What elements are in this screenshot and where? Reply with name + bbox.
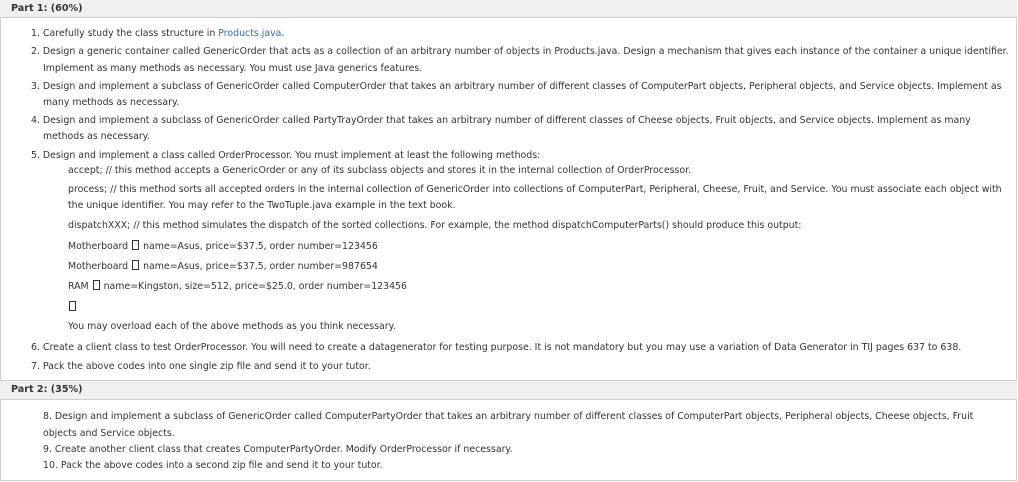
list-item-7: 7. Pack the above codes into one single zip file and send it to your tutor. (31, 361, 371, 372)
list-item-8-line1: 8. Design and implement a subclass of GenericOrder called ComputerPartyOrder that takes an arbitrary number of different classes of ComputerPart objects, Peripheral objects, Cheese objects, Fruit (43, 411, 974, 422)
missing-glyph-icon (132, 240, 139, 250)
list-item-2-line1: 2. Design a generic container called GenericOrder that acts as a collection of an arbitrary number of objects in Products.java. Design a mechanism that gives each instance of the container a unique identifier. (31, 46, 1009, 57)
part1-header: Part 1: (60%) (11, 3, 83, 14)
output-line-1-detail: name=Asus, price=$37.5, order number=123456 (143, 241, 378, 252)
missing-glyph-icon (69, 301, 76, 311)
list-item-4-line2: methods as necessary. (43, 131, 150, 142)
output-line-1-part: Motherboard (68, 241, 129, 252)
output-line-2 (68, 260, 378, 273)
products-java-link[interactable]: Products.java (218, 28, 282, 39)
dispatch-method-text: dispatchXXX; // this method simulates the dispatch of the sorted collections. For example, the method dispatchComputerParts() should produce this output: (68, 220, 802, 231)
list-item-6: 6. Create a client class to test OrderProcessor. You will need to create a datagenerator for testing purpose. It is not mandatory but you may use a variation of Data Generator in TIJ pages 637 to 638. (31, 342, 962, 353)
list-item-1 (31, 28, 284, 40)
accept-method-text: accept; // this method accepts a GenericOrder or any of its subclass objects and stores it in the internal collection of OrderProcessor. (68, 165, 692, 176)
part2-header: Part 2: (35%) (11, 384, 83, 395)
item1-number: 1. (31, 28, 40, 39)
part2-header-bar (0, 380, 1017, 400)
output-ellipsis (68, 301, 77, 314)
list-item-10: 10. Pack the above codes into a second zip file and send it to your tutor. (43, 460, 383, 471)
list-item-5-intro: 5. Design and implement a class called OrderProcessor. You must implement at least the following methods: (31, 150, 541, 161)
process-method-text-line2: the unique identifier. You may refer to the TwoTuple.java example in the text book. (68, 200, 456, 211)
part1-header-bar (0, 0, 1017, 18)
item1-text-end: . (281, 28, 285, 39)
list-item-2-line2: Implement as many methods as necessary. You must use Java generics features. (43, 63, 423, 74)
item1-text: Carefully study the class structure in (42, 28, 219, 39)
process-method-text-line1: process; // this method sorts all accepted orders in the internal collection of GenericOrder into collections of ComputerPart, Peripheral, Cheese, Fruit, and Service. You must associate each object with (68, 184, 1002, 195)
list-item-3-line1: 3. Design and implement a subclass of GenericOrder called ComputerOrder that takes an arbitrary number of different classes of ComputerPart objects, Peripheral objects, and Service objects. Implement as (31, 81, 1002, 92)
list-item-3-line2: many methods as necessary. (43, 97, 180, 108)
output-line-2-detail: name=Asus, price=$37.5, order number=987654 (143, 261, 378, 272)
overload-note: You may overload each of the above methods as you think necessary. (68, 321, 396, 332)
missing-glyph-icon (93, 280, 100, 290)
output-line-3-detail: name=Kingston, size=512, price=$25.0, order number=123456 (103, 281, 407, 292)
output-line-1 (68, 240, 378, 253)
output-line-3-part: RAM (68, 281, 89, 292)
list-item-9: 9. Create another client class that creates ComputerPartyOrder. Modify OrderProcessor if necessary. (43, 444, 513, 455)
list-item-4-line1: 4. Design and implement a subclass of GenericOrder called PartyTrayOrder that takes an arbitrary number of different classes of Cheese objects, Fruit objects, and Service objects. Implement as many (31, 115, 971, 126)
missing-glyph-icon (132, 260, 139, 270)
output-line-2-part: Motherboard (68, 261, 129, 272)
output-line-3 (68, 280, 407, 293)
list-item-8-line2: objects and Service objects. (43, 428, 175, 439)
